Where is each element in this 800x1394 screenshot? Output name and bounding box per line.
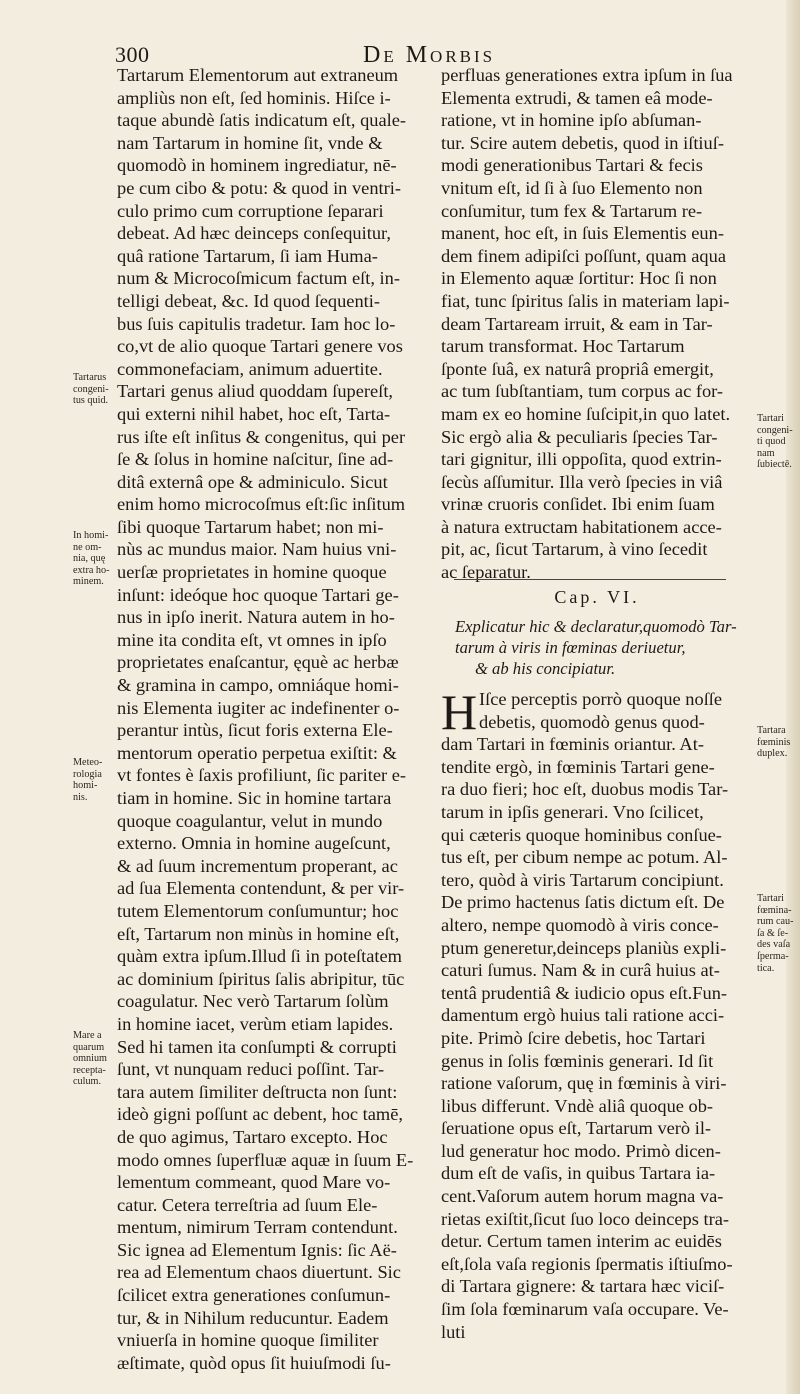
- text-line: pe cum cibo & potu: & quod in ventri-: [117, 177, 401, 198]
- text-line: ideò gigni poſſunt ac debent, hoc tamē,: [117, 1104, 403, 1125]
- text-line: ac dominium ſpiritus ſalis abripitur, tūc: [117, 968, 405, 989]
- text-line: de quo agimus, Tartaro excepto. Hoc: [117, 1126, 388, 1147]
- margin-note-tartarus-congenitus: [73, 372, 109, 407]
- text-line: Elementa extrudi, & tamen eâ mode-: [441, 87, 713, 108]
- text-line: nùs ac mundus maior. Nam huius vni-: [117, 539, 397, 560]
- margin-note-line: ne om-: [73, 541, 102, 553]
- text-line: deam Tartaream irruit, & eam in Tar-: [441, 313, 713, 334]
- margin-note-line: ſa & ſe-: [757, 927, 789, 939]
- margin-note-line: fœmina-: [757, 904, 792, 916]
- text-line: tero, quòd à viris Tartarum concipiunt.: [441, 869, 724, 890]
- text-line: dem finem adipiſci poſſunt, quam aqua: [441, 245, 726, 266]
- margin-note-line: Meteo-: [73, 757, 103, 768]
- text-line: in Elemento aquæ ſortitur: Hoc ſi non: [441, 268, 717, 289]
- margin-note-line: rum cau-: [757, 916, 794, 928]
- text-line: vrinæ cruoris conſidet. Ibi enim ſuam: [441, 494, 715, 515]
- text-line: ſunt, vt nunquam reduci poſſint. Tar-: [117, 1059, 385, 1080]
- text-line: qui externi nihil habet, hoc eſt, Tarta-: [117, 403, 391, 424]
- running-title: De Morbis: [363, 42, 496, 68]
- margin-note-line: Tartari: [757, 413, 784, 424]
- text-line: Sed hi tamen ita conſumpti & corrupti: [117, 1036, 397, 1057]
- text-line: vniuerſa in homine quoque ſimiliter: [117, 1330, 379, 1351]
- text-line: detur. Certum tamen interim ac euidēs: [441, 1231, 722, 1252]
- margin-note-line: nia, quę: [73, 553, 106, 565]
- margin-note-line: extra ho-: [73, 564, 110, 576]
- text-line: qui cæteris quoque hominibus conſue-: [441, 824, 722, 845]
- text-line: eſt, Tartarum non minùs in homine eſt,: [117, 923, 400, 944]
- text-line: rus iſte eſt inſitus & congenitus, qui per: [117, 426, 406, 447]
- margin-note-meteorologia: [73, 757, 102, 803]
- text-line: dum eſt de vaſis, in quibus Tartara ia-: [441, 1163, 716, 1184]
- margin-note-line: In homi-: [73, 530, 109, 541]
- text-line: commonefaciam, animum aduertite.: [117, 358, 383, 379]
- text-line: ptum generetur,deinceps planiùs expli-: [441, 937, 727, 958]
- margin-note-in-homine: [73, 530, 110, 588]
- margin-note-line: nam: [757, 447, 775, 459]
- text-line: eſt,ſola vaſa regionis ſpermatis iſtiuſmo-: [441, 1253, 733, 1274]
- text-line: enim homo microcoſmus eſt:ſic inſitum: [117, 494, 406, 515]
- text-line: ſponte ſuâ, ex naturâ propriâ emergit,: [441, 358, 714, 379]
- text-line: tur. Scire autem debetis, quod in iſtiuſ-: [441, 132, 724, 153]
- text-line: uerſæ proprietates in homine quoque: [117, 562, 387, 583]
- text-line: mam ex eo homine ſuſcipit,in quo latet.: [441, 403, 731, 424]
- text-line: luti: [441, 1321, 466, 1342]
- text-line: di Tartara gignere: & tartara hæc viciſ-: [441, 1276, 725, 1297]
- text-line: modo omnes ſuperfluæ aquæ in ſuum E-: [117, 1149, 414, 1170]
- text-line: co,vt de alio quoque Tartari genere vos: [117, 336, 403, 357]
- text-line: Tartari genus aliud quoddam ſupereſt,: [117, 381, 394, 402]
- left-text-column: [117, 64, 439, 1374]
- text-line: cent.Vaſorum autem horum magna va-: [441, 1186, 724, 1207]
- drop-cap: H: [441, 684, 478, 740]
- text-line: coagulatur. Nec verò Tartarum ſolùm: [117, 991, 389, 1012]
- margin-note-line: ſubiectē.: [757, 459, 792, 471]
- text-line: libus differunt. Vndè aliâ quoque ob-: [441, 1095, 714, 1116]
- text-line: ſibi quoque Tartarum habet; non mi-: [117, 516, 384, 537]
- text-line: rea ad Elementum chaos diuertunt. Sic: [117, 1262, 401, 1283]
- text-line: rietas exiſtit,ſicut ſuo loco deinceps tra-: [441, 1208, 730, 1229]
- margin-note-line: culum.: [73, 1076, 102, 1088]
- margin-note-line: congeni-: [73, 383, 109, 395]
- text-line: ſim ſola fœminarum vaſa occupare. Ve-: [441, 1299, 729, 1320]
- margin-note-line: Tartari: [757, 893, 784, 904]
- text-line: perantur intùs, ſicut foris externa Ele-: [117, 720, 393, 741]
- text-line: quâ ratione Tartarum, ſi iam Huma-: [117, 245, 378, 266]
- text-line: debetis, quomodò genus quod-: [479, 711, 705, 732]
- text-line: manent, hoc eſt, in ſuis Elementis eun-: [441, 223, 724, 244]
- text-line: tutem Elementorum conſumuntur; hoc: [117, 900, 399, 921]
- text-line: perfluas generationes extra ipſum in ſua: [441, 65, 733, 85]
- text-line: bus ſuis capitulis tradetur. Iam hoc lo-: [117, 313, 396, 334]
- margin-note-line: recepta-: [73, 1064, 106, 1076]
- text-line: Iſce perceptis porrò quoque noſſe: [479, 689, 723, 709]
- text-line: tarum in ipſis generari. Vno ſcilicet,: [441, 801, 704, 822]
- text-line: altero, nempe quomodò à viris conce-: [441, 914, 719, 935]
- text-line: ad ſua Elementa contendunt, & per vir-: [117, 878, 405, 899]
- summary-line: tarum à viris in fœminas deriuetur,: [455, 638, 686, 657]
- text-line: taque abundè ſatis indicatum eſt, quale-: [117, 110, 407, 131]
- text-line: quoque coagulantur, velut in mundo: [117, 810, 383, 831]
- text-line: à natura extructam habitationem acce-: [441, 516, 722, 537]
- text-line: damentum ergò huius tali ratione acci-: [441, 1005, 725, 1026]
- text-line: quomodò in hominem ingrediatur, nē-: [117, 155, 397, 176]
- margin-note-line: ti quod: [757, 436, 786, 448]
- text-line: ac ſeparatur.: [441, 562, 531, 583]
- margin-note-line: omnium: [73, 1053, 107, 1065]
- text-line: num & Microcoſmicum factum eſt, in-: [117, 268, 400, 289]
- text-line: Tartarum Elementorum aut extraneum: [117, 65, 399, 85]
- margin-note-line: congeni-: [757, 424, 793, 436]
- text-line: mine ita condita eſt, vt omnes in ipſo: [117, 629, 387, 650]
- text-line: ſcilicet extra generationes conſumun-: [117, 1285, 391, 1306]
- margin-note-line: Tartara: [757, 725, 786, 736]
- text-line: externo. Omnia in homine augeſcunt,: [117, 833, 391, 854]
- margin-note-line: quarum: [73, 1041, 105, 1053]
- margin-note-line: Tartarus: [73, 372, 107, 383]
- text-line: inſunt: ideóque hoc quoque Tartari ge-: [117, 584, 399, 605]
- text-line: tarum transformat. Hoc Tartarum: [441, 336, 685, 357]
- text-line: ſeruatione opus eſt, Tartarum verò il-: [441, 1118, 712, 1139]
- text-line: catur. Cetera terreſtria ad ſuum Ele-: [117, 1194, 378, 1215]
- text-line: lud generatur hoc modo. Primò dicen-: [441, 1140, 721, 1161]
- text-line: ditâ externâ ope & adminiculo. Sicut: [117, 471, 388, 492]
- text-line: æſtimate, quòd opus ſit huiuſmodi ſu-: [117, 1352, 391, 1373]
- text-line: in homine iacet, verùm etiam lapides.: [117, 1013, 394, 1034]
- text-line: ſecùs aſſumitur. Illa verò ſpecies in viâ: [441, 471, 723, 492]
- text-line: tendite ergò, in fœminis Tartari gene-: [441, 756, 715, 777]
- margin-note-line: tus quid.: [73, 395, 109, 407]
- text-line: culo primo cum corruptione ſeparari: [117, 200, 384, 221]
- text-line: proprietates enaſcantur, ęquè ac herbæ: [117, 652, 399, 673]
- text-line: nis Elementa iugiter ac indefinenter o-: [117, 697, 400, 718]
- margin-note-line: duplex.: [757, 748, 788, 760]
- margin-note-line: nis.: [73, 791, 88, 803]
- margin-note-tartari-foeminarum: [757, 893, 794, 974]
- chapter-body: [441, 684, 753, 1343]
- text-line: fiat, tunc ſpiritus ſalis in materiam lapi-: [441, 290, 730, 311]
- margin-note-line: tica.: [757, 962, 775, 974]
- text-line: ac tum ſubſtantiam, tum corpus ac for-: [441, 381, 724, 402]
- text-line: tentâ prudentiâ & iudicio opus eſt.Fun-: [441, 982, 728, 1003]
- text-line: modi generationibus Tartari & fecis: [441, 155, 703, 176]
- text-line: pit, ac, ſicut Tartarum, à vino ſecedit: [441, 539, 708, 560]
- text-line: De primo hactenus ſatis dictum eſt. De: [441, 892, 725, 913]
- right-text-column: [441, 64, 753, 584]
- text-line: tari gignitur, illi oppoſita, quod extrin-: [441, 449, 722, 470]
- text-line: mentum, nimirum Terram contendunt.: [117, 1217, 398, 1238]
- margin-note-line: rologia: [73, 768, 102, 780]
- text-line: & gramina in campo, omniáque homi-: [117, 675, 399, 696]
- margin-note-line: des vaſa: [757, 939, 791, 951]
- text-line: quàm extra ipſum.Illud ſi in poteſtatem: [117, 946, 402, 967]
- margin-note-line: ſperma-: [757, 950, 789, 962]
- text-line: debeat. Ad hæc deinceps conſequitur,: [117, 223, 392, 244]
- chapter-heading: Cap. VI.: [554, 587, 640, 607]
- summary-line: & ab his concipiatur.: [475, 659, 616, 678]
- margin-note-mare: [73, 1030, 107, 1088]
- text-line: ratione vaſorum, quę in fœminis à viri-: [441, 1073, 727, 1094]
- text-line: tur, & in Nihilum reducuntur. Eadem: [117, 1307, 389, 1328]
- text-line: dam Tartari in fœminis oriantur. At-: [441, 734, 704, 755]
- margin-note-tartari-congeniti: [757, 413, 793, 471]
- chapter-divider-rule: [454, 579, 726, 580]
- text-line: ratione, vt in homine ipſo abſuman-: [441, 110, 702, 131]
- page-edge: [786, 0, 800, 1394]
- text-line: & ad ſuum incrementum properant, ac: [117, 855, 398, 876]
- text-line: tara autem ſimiliter deſtructa non ſunt:: [117, 1081, 398, 1102]
- text-line: pite. Primò ſcire debetis, hoc Tartari: [441, 1027, 706, 1048]
- text-line: tus eſt, per cibum nempe ac potum. Al-: [441, 847, 728, 868]
- text-line: lementum commeant, quod Mare vo-: [117, 1172, 391, 1193]
- margin-note-line: minem.: [73, 576, 104, 588]
- text-line: ampliùs non eſt, ſed hominis. Hiſce i-: [117, 87, 391, 108]
- text-line: Sic ignea ad Elementum Ignis: ſic Aë-: [117, 1239, 397, 1260]
- text-line: vt fontes è ſaxis profiliunt, ſic pariter e-: [117, 765, 407, 786]
- chapter-body-lines: [441, 684, 753, 1343]
- text-line: ſe & ſolus in homine naſcitur, ſine ad-: [117, 449, 394, 470]
- text-line: telligi debeat, &c. Id quod ſequenti-: [117, 290, 381, 311]
- summary-line: Explicatur hic & declaratur,quomodò Tar-: [455, 617, 737, 636]
- text-line: genus in ſolis fœminis generari. Id ſit: [441, 1050, 714, 1071]
- text-line: nam Tartarum in homine ſit, vnde &: [117, 132, 383, 153]
- text-line: caturi ſumus. Nam & in curâ huius at-: [441, 960, 720, 981]
- margin-note-line: Mare a: [73, 1030, 102, 1041]
- text-line: nus in ipſo inerit. Natura autem in ho-: [117, 607, 395, 628]
- text-line: conſumitur, tum fex & Tartarum re-: [441, 200, 703, 221]
- chapter-summary: [455, 616, 755, 679]
- text-line: ra duo fieri; hoc eſt, duobus modis Tar-: [441, 779, 729, 800]
- text-line: vnitum eſt, id ſi à ſuo Elemento non: [441, 177, 703, 198]
- text-line: Sic ergò alia & peculiaris ſpecies Tar-: [441, 426, 718, 447]
- page-number: 300: [115, 42, 150, 67]
- text-line: mentorum operatio perpetua exiſtit: &: [117, 742, 397, 763]
- margin-note-line: homi-: [73, 780, 98, 792]
- margin-note-tartara-foeminis: [757, 725, 790, 760]
- margin-note-line: fœminis: [757, 736, 791, 748]
- text-line: tiam in homine. Sic in homine tartara: [117, 788, 392, 808]
